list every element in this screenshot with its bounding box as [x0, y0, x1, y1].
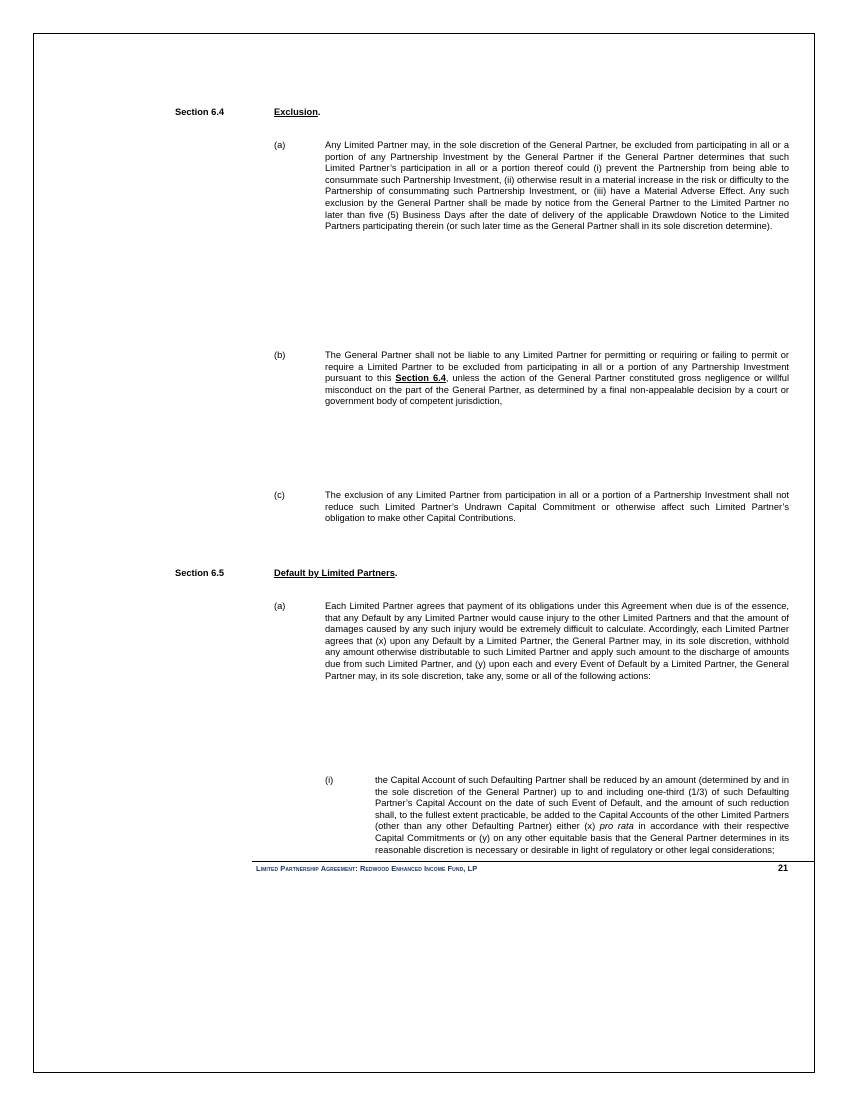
clause-6-4-a-text: Any Limited Partner may, in the sole discretion of the General Partner, be excluded from participating in all or a portion of any Partnership Investment by the General Partner if the General Partner determines that such Limited Partner’s participation in all or a portion thereof could (i) prevent the Partnership from being able to consummate such Partnership Investment, (ii) otherwise result in a material increase in the risk or difficulty to the Partnership of consummating such Partnership Investment, or (iii) have a Material Adverse Effect. Any such exclusion by the General Partner shall be made by notice from the General Partner to the Limited Partner no later than five (5) Business Days after the date of delivery of the applicable Drawdown Notice to the Limited Partners participating therein (or such later time as the General Partner shall in its sole discretion determine). [325, 140, 789, 232]
clause-6-4-b-text [325, 350, 789, 408]
section-6-5-heading [274, 568, 397, 578]
clause-6-5-a-i-italic: pro rata [599, 821, 634, 832]
footer-page-number: 21 [778, 863, 789, 873]
section-6-5-title-punct: . [394, 568, 398, 578]
clause-marker-6-4-b: (b) [274, 350, 286, 360]
clause-marker-6-4-c: (c) [274, 490, 285, 500]
clause-marker-6-5-a-i: (i) [325, 775, 334, 785]
clause-6-5-a-i-text [375, 775, 789, 856]
clause-6-4-b-text-after: , unless the action of the General Partner constituted gross negligence or willful misconduct on the part of the General Partner, as determined by a final non-appealable decision by a court or government body of competent jurisdiction, [325, 373, 790, 407]
footer-rule [252, 861, 815, 862]
section-6-5-title: Default by Limited Partners [274, 568, 395, 578]
clause-6-5-a-i-text-after: in accordance with their respective Capital Commitments or (y) on any other equitable basis that the General Partner determines in its reasonable discretion is necessary or desirable in light of regulatory or other legal considerations; [375, 821, 789, 855]
clause-6-4-b-text-before: The General Partner shall not be liable to any Limited Partner for permitting or requiring or failing to permit or require a Limited Partner to be excluded from participating in all or a portion of any Partnership Investment pursuant to this [325, 350, 789, 384]
clause-marker-6-5-a: (a) [274, 601, 286, 611]
clause-marker-6-4-a: (a) [274, 140, 286, 150]
section-6-4-title: Exclusion [274, 107, 318, 117]
clause-6-4-c-text: The exclusion of any Limited Partner from participation in all or a portion of a Partnership Investment shall not reduce such Limited Partner’s Undrawn Capital Commitment or otherwise affect such Limited Partner’s obligation to make other Capital Contributions. [325, 490, 789, 524]
section-6-4-cross-reference: Section 6.4 [395, 373, 446, 384]
section-6-4-heading [274, 107, 321, 117]
footer-document-title: Limited Partnership Agreement: Redwood Enhanced Income Fund, LP [256, 864, 478, 873]
document-page [33, 33, 815, 1073]
clause-6-5-a-i-text-before: the Capital Account of such Defaulting Partner shall be reduced by an amount (determined by and in the sole discretion of the General Partner) up to and including one-third (1/3) of such Defaulting Partner’s Capital Account on the date of such Event of Default, and the amount of such reduction shall, to the fullest extent practicable, be added to the Capital Accounts of the other Limited Partners (other than any other Defaulting Partner) either (x) [375, 775, 789, 832]
section-6-4-label: Section 6.4 [175, 107, 225, 117]
section-6-5-label: Section 6.5 [175, 568, 225, 578]
section-6-4-title-punct: . [317, 107, 321, 117]
clause-6-5-a-text: Each Limited Partner agrees that payment of its obligations under this Agreement when due is of the essence, that any Default by any Limited Partner would cause injury to the other Limited Partners and that the amount of damages caused by any such injury would be extremely difficult to calculate. Accordingly, each Limited Partner agrees that (x) upon any Default by a Limited Partner, the General Partner may, in its sole discretion, withhold any amount otherwise distributable to such Limited Partner and apply such amount to the discharge of amounts due from such Limited Partner, and (y) upon each and every Event of Default by a Limited Partner, the General Partner may, in its sole discretion, take any, some or all of the following actions: [325, 601, 789, 681]
